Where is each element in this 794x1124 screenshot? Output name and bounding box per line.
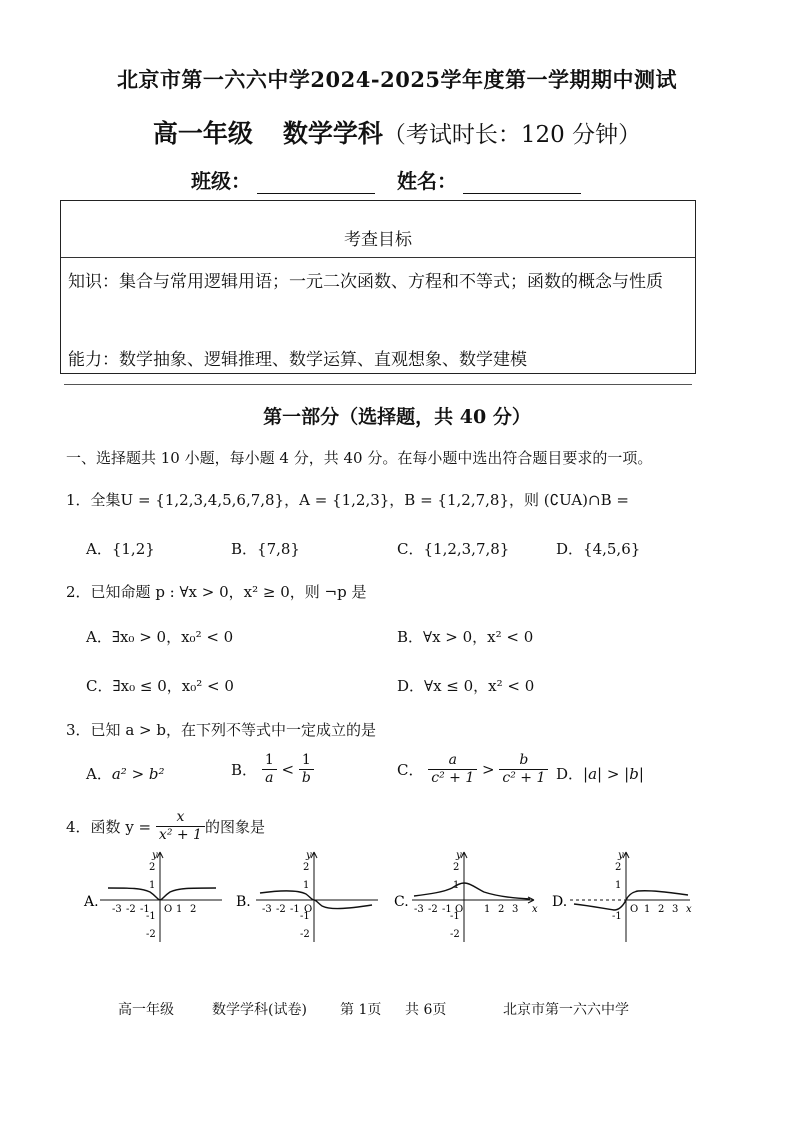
objectives-knowledge: 知识：集合与常用逻辑用语；一元二次函数、方程和不等式；函数的概念与性质	[68, 272, 663, 292]
q4-text-pre: 函数 y =	[90, 818, 152, 836]
x-tick: 3	[512, 904, 519, 915]
grade-label: 高一年级	[152, 119, 253, 148]
x-tick: O	[630, 904, 639, 915]
y-tick: -1	[450, 911, 460, 922]
x-tick: -3	[262, 904, 272, 915]
q3-option-d	[556, 763, 644, 784]
x-tick: -3	[414, 904, 424, 915]
x-tick: 3	[672, 904, 679, 915]
q3-c-num2: b	[499, 752, 548, 770]
objectives-divider	[61, 257, 695, 258]
y-tick: 1	[303, 880, 310, 891]
q4-graph-c	[390, 846, 545, 946]
x-tick: -1	[290, 904, 300, 915]
q2-option-a: A．∃x₀ > 0，x₀² < 0	[86, 628, 234, 646]
q3-b-num2: 1	[299, 752, 314, 770]
q4-label-b: B.	[236, 894, 251, 910]
y-label: y	[618, 850, 624, 861]
q4-graph-a	[80, 846, 230, 946]
q3-c-label: C．	[397, 761, 424, 779]
x-label: x	[532, 904, 538, 915]
q3-b-den1: a	[265, 770, 274, 786]
q3-c-den2: c² + 1	[502, 770, 546, 786]
x-tick: -2	[276, 904, 286, 915]
exam-subtitle	[0, 114, 794, 150]
q1-option-b: B．{7,8}	[231, 540, 300, 558]
x-tick: -2	[126, 904, 136, 915]
q3-stem	[66, 719, 376, 740]
y-tick: -2	[300, 929, 310, 940]
x-tick: 1	[644, 904, 651, 915]
curve	[414, 883, 530, 899]
q2-option-b: B．∀x > 0，x² < 0	[397, 628, 534, 646]
q1-stem	[66, 489, 629, 510]
section-divider	[64, 384, 692, 385]
name-label: 姓名：	[397, 169, 457, 193]
q4-denominator: x² + 1	[158, 827, 202, 843]
q4-label-d: D.	[552, 894, 568, 910]
q3-text: 已知 a > b，在下列不等式中一定成立的是	[90, 721, 376, 739]
class-label: 班级：	[191, 169, 251, 193]
q1-option-a: A．{1,2}	[86, 540, 155, 558]
x-tick: O	[164, 904, 173, 915]
q3-c-relation: >	[482, 760, 495, 779]
objectives-box	[60, 200, 696, 374]
x-tick: -1	[442, 904, 452, 915]
q1-number: 1．	[66, 491, 91, 509]
x-label: x	[686, 904, 692, 915]
q4-numerator: x	[156, 809, 205, 827]
q4-text-post: 的图象是	[204, 818, 265, 836]
objectives-ability: 能力：数学抽象、逻辑推理、数学运算、直观想象、数学建模	[68, 350, 527, 370]
q3-b-label: B．	[231, 761, 258, 779]
y-tick: -2	[450, 929, 460, 940]
student-info-line	[0, 165, 794, 194]
name-blank	[463, 175, 581, 194]
part1-instruction: 一、选择题共 10 小题，每小题 4 分，共 40 分。在每小题中选出符合题目要求的一项。	[66, 449, 653, 467]
class-blank	[257, 175, 375, 194]
footer-grade: 高一年级	[118, 1002, 174, 1018]
y-tick: 2	[453, 862, 460, 873]
y-label: y	[152, 850, 158, 861]
y-tick: -2	[146, 929, 156, 940]
y-tick: -1	[146, 911, 156, 922]
q3-c-frac1	[428, 752, 477, 787]
y-tick: 1	[149, 880, 156, 891]
x-tick: -2	[428, 904, 438, 915]
q2-option-d: D．∀x ≤ 0，x² < 0	[397, 677, 535, 695]
q3-b-relation: <	[281, 760, 295, 779]
q3-b-den2: b	[301, 770, 311, 786]
q3-c-frac2	[499, 752, 548, 787]
q4-graph-b	[232, 846, 382, 946]
q1-option-d: D．{4,5,6}	[556, 540, 641, 558]
q2-text: 已知命题 p : ∀x > 0，x² ≥ 0，则 ¬p 是	[90, 583, 367, 601]
curve	[108, 888, 216, 900]
y-tick: 1	[453, 880, 460, 891]
objectives-heading: 考查目标	[344, 230, 412, 250]
q4-fraction	[156, 809, 205, 844]
q1-option-c: C．{1,2,3,7,8}	[397, 540, 510, 558]
footer-school: 北京市第一六六中学	[503, 1002, 629, 1018]
q1-text: 全集U = {1,2,3,4,5,6,7,8}，A = {1,2,3}，B = {1,2,7,8}，则 (∁UA)∩B =	[90, 491, 629, 509]
q3-a-expr: a² > b²	[111, 765, 165, 783]
subject-label: 数学学科	[282, 119, 383, 148]
q2-option-c: C．∃x₀ ≤ 0，x₀² < 0	[86, 677, 234, 695]
x-tick: -3	[112, 904, 122, 915]
q2-stem	[66, 581, 367, 602]
q4-label-a: A.	[84, 894, 99, 910]
y-tick: 2	[615, 862, 622, 873]
q3-option-b	[231, 752, 314, 787]
x-tick: 1	[484, 904, 491, 915]
q4-stem	[66, 809, 265, 844]
q4-label-c: C.	[394, 894, 409, 910]
y-tick: 2	[149, 862, 156, 873]
q3-b-frac2	[299, 752, 314, 787]
q3-c-num1: a	[428, 752, 477, 770]
y-tick: 1	[615, 880, 622, 891]
x-tick: 1	[176, 904, 183, 915]
q3-number: 3．	[66, 721, 91, 739]
q2-number: 2．	[66, 583, 91, 601]
x-tick: 2	[190, 904, 197, 915]
q3-b-frac1	[262, 752, 277, 787]
x-tick: O	[455, 904, 464, 915]
q3-d-label: D．	[556, 765, 584, 783]
y-label: y	[456, 850, 462, 861]
exam-title: 北京市第一六六中学2024-2025学年度第一学期期中测试	[116, 67, 678, 92]
part1-title: 第一部分（选择题，共 40 分）	[263, 406, 531, 428]
x-tick: O	[304, 904, 313, 915]
q3-b-num1: 1	[262, 752, 277, 770]
duration-label: （考试时长：120 分钟）	[382, 122, 642, 148]
y-tick: 2	[303, 862, 310, 873]
footer-page: 第 1页	[340, 1002, 382, 1018]
y-tick: -1	[300, 911, 310, 922]
q3-d-expr: |a| > |b|	[583, 765, 644, 783]
q3-option-a	[86, 763, 165, 784]
q3-a-label: A．	[86, 765, 112, 783]
x-tick: 2	[498, 904, 505, 915]
q3-option-c	[397, 752, 548, 787]
footer-subject: 数学学科(试卷)	[212, 1002, 307, 1018]
y-tick: -1	[612, 911, 622, 922]
y-label: y	[306, 850, 312, 861]
q4-number: 4．	[66, 818, 91, 836]
footer-total: 共 6页	[405, 1002, 447, 1018]
q3-c-den1: c² + 1	[431, 770, 475, 786]
x-tick: 2	[658, 904, 665, 915]
q4-graph-d	[548, 846, 698, 946]
x-tick: -1	[140, 904, 150, 915]
